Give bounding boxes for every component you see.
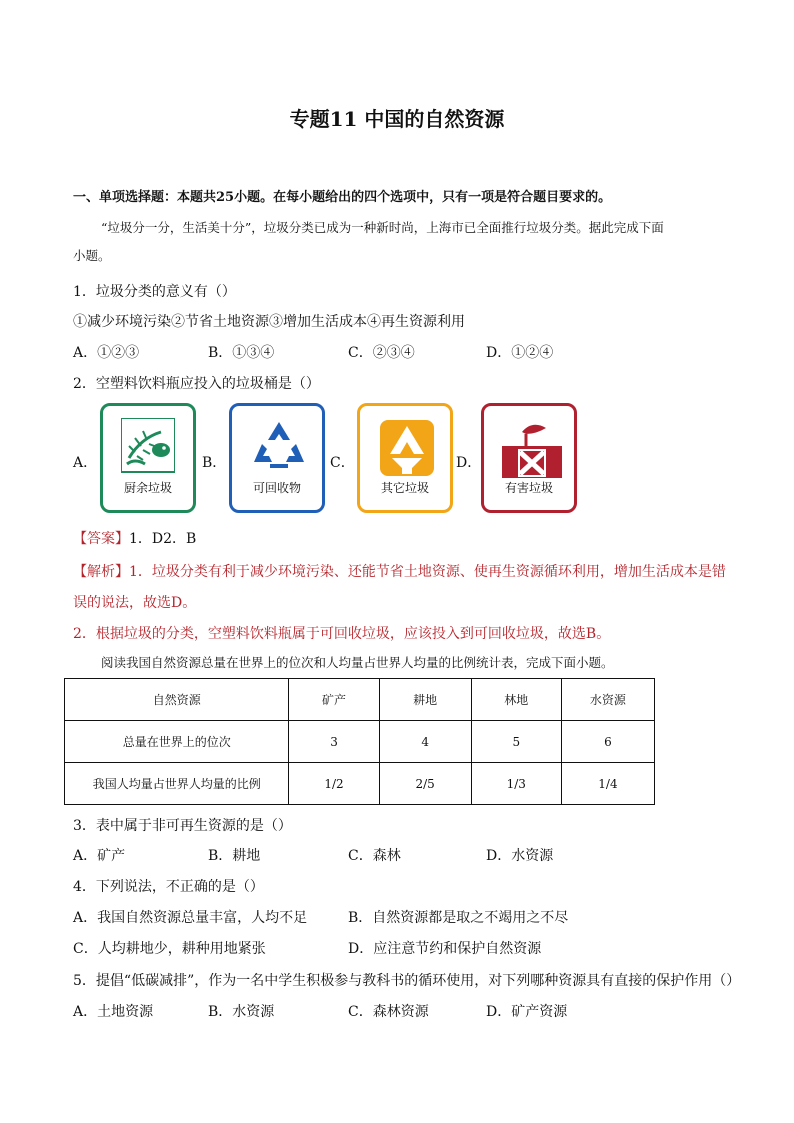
question-3-option-a: A．矿产 bbox=[73, 848, 126, 864]
hazard-icon bbox=[502, 418, 562, 478]
question-4-option-d: D．应注意节约和保护自然资源 bbox=[348, 941, 542, 957]
bin-kitchen-waste bbox=[100, 403, 196, 513]
question-4-option-a: A．我国自然资源总量丰富，人均不足 bbox=[73, 910, 308, 926]
bin-label-kitchen: 厨余垃圾 bbox=[123, 481, 172, 495]
table-cell: 6 bbox=[561, 721, 654, 763]
bin-hazardous bbox=[481, 403, 577, 513]
question-1-items: ①减少环境污染②节省土地资源③增加生活成本④再生资源利用 bbox=[73, 314, 465, 330]
question-5-option-b: B．水资源 bbox=[208, 1004, 275, 1020]
answer-text: 1．D2．B bbox=[129, 531, 197, 547]
table-header-cell: 耕地 bbox=[379, 679, 471, 721]
table-header-cell: 林地 bbox=[471, 679, 561, 721]
table-cell: 2/5 bbox=[379, 763, 471, 805]
table-header-cell: 自然资源 bbox=[65, 679, 289, 721]
bin-label-other: 其它垃圾 bbox=[380, 481, 429, 495]
question-1-option-d: D．①②④ bbox=[486, 345, 554, 361]
question-5-stem: 5．提倡“低碳减排”，作为一名中学生积极参与教科书的循环使用，对下列哪种资源具有直接的保护作用（） bbox=[73, 973, 741, 989]
fishbone-icon bbox=[121, 418, 175, 478]
table-header-cell: 矿产 bbox=[289, 679, 379, 721]
question-3-stem: 3．表中属于非可再生资源的是（） bbox=[73, 818, 292, 834]
question-3-option-d: D．水资源 bbox=[486, 848, 554, 864]
table-header-row bbox=[65, 679, 655, 721]
analysis-line-1 bbox=[73, 561, 726, 581]
analysis-line-2: 误的说法，故选D。 bbox=[73, 595, 197, 611]
question-1-stem: 1．垃圾分类的意义有（） bbox=[73, 284, 236, 300]
table-cell: 我国人均量占世界人均量的比例 bbox=[65, 763, 289, 805]
question-2-letter-c: C． bbox=[330, 455, 355, 471]
table-header-cell: 水资源 bbox=[561, 679, 654, 721]
question-5-option-a: A．土地资源 bbox=[73, 1004, 154, 1020]
analysis-tag: 【解析】 bbox=[73, 564, 129, 580]
resource-table bbox=[64, 678, 655, 805]
recycle-icon bbox=[250, 418, 308, 476]
question-2-letter-b: B． bbox=[202, 455, 227, 471]
answer-line bbox=[73, 528, 196, 548]
table-cell: 总量在世界上的位次 bbox=[65, 721, 289, 763]
other-waste-icon bbox=[378, 418, 436, 478]
question-3-option-b: B．耕地 bbox=[208, 848, 261, 864]
question-2-stem: 2．空塑料饮料瓶应投入的垃圾桶是（） bbox=[73, 376, 320, 392]
question-4-option-c: C．人均耕地少，耕种用地紧张 bbox=[73, 941, 266, 957]
question-5-option-c: C．森林资源 bbox=[348, 1004, 429, 1020]
intro-line-1: “垃圾分一分，生活美十分”，垃圾分类已成为一种新时尚，上海市已全面推行垃圾分类。据此完成下面 bbox=[101, 220, 664, 235]
page-title: 专题11 中国的自然资源 bbox=[289, 107, 505, 131]
table-cell: 1/3 bbox=[471, 763, 561, 805]
bin-label-hazardous: 有害垃圾 bbox=[504, 481, 553, 495]
bin-recyclable bbox=[229, 403, 325, 513]
table-cell: 3 bbox=[289, 721, 379, 763]
table-cell: 4 bbox=[379, 721, 471, 763]
question-2-letter-d: D． bbox=[456, 455, 482, 471]
bin-label-recyclable: 可回收物 bbox=[252, 481, 301, 495]
question-3-option-c: C．森林 bbox=[348, 848, 401, 864]
question-1-option-b: B．①③④ bbox=[208, 345, 275, 361]
question-1-option-c: C．②③④ bbox=[348, 345, 415, 361]
bin-other-waste bbox=[357, 403, 453, 513]
section-heading: 一、单项选择题：本题共25小题。在每小题给出的四个选项中，只有一项是符合题目要求的。 bbox=[73, 190, 612, 205]
question-1-option-a: A．①②③ bbox=[73, 345, 140, 361]
answer-tag: 【答案】 bbox=[73, 531, 129, 547]
question-4-option-b: B．自然资源都是取之不竭用之不尽 bbox=[348, 910, 569, 926]
question-5-option-d: D．矿产资源 bbox=[486, 1004, 568, 1020]
table-cell: 1/2 bbox=[289, 763, 379, 805]
table-cell: 5 bbox=[471, 721, 561, 763]
table-intro: 阅读我国自然资源总量在世界上的位次和人均量占世界人均量的比例统计表，完成下面小题。 bbox=[101, 655, 614, 670]
analysis-line-3: 2．根据垃圾的分类，空塑料饮料瓶属于可回收垃圾，应该投入到可回收垃圾，故选B。 bbox=[73, 626, 611, 642]
question-2-letter-a: A． bbox=[73, 455, 98, 471]
analysis-text-1: 1．垃圾分类有利于减少环境污染、还能节省土地资源、使再生资源循环利用，增加生活成本是错 bbox=[129, 564, 726, 580]
intro-line-2: 小题。 bbox=[73, 248, 111, 263]
table-row bbox=[65, 721, 655, 763]
question-4-stem: 4．下列说法，不正确的是（） bbox=[73, 879, 264, 895]
table-cell: 1/4 bbox=[561, 763, 654, 805]
table-row bbox=[65, 763, 655, 805]
